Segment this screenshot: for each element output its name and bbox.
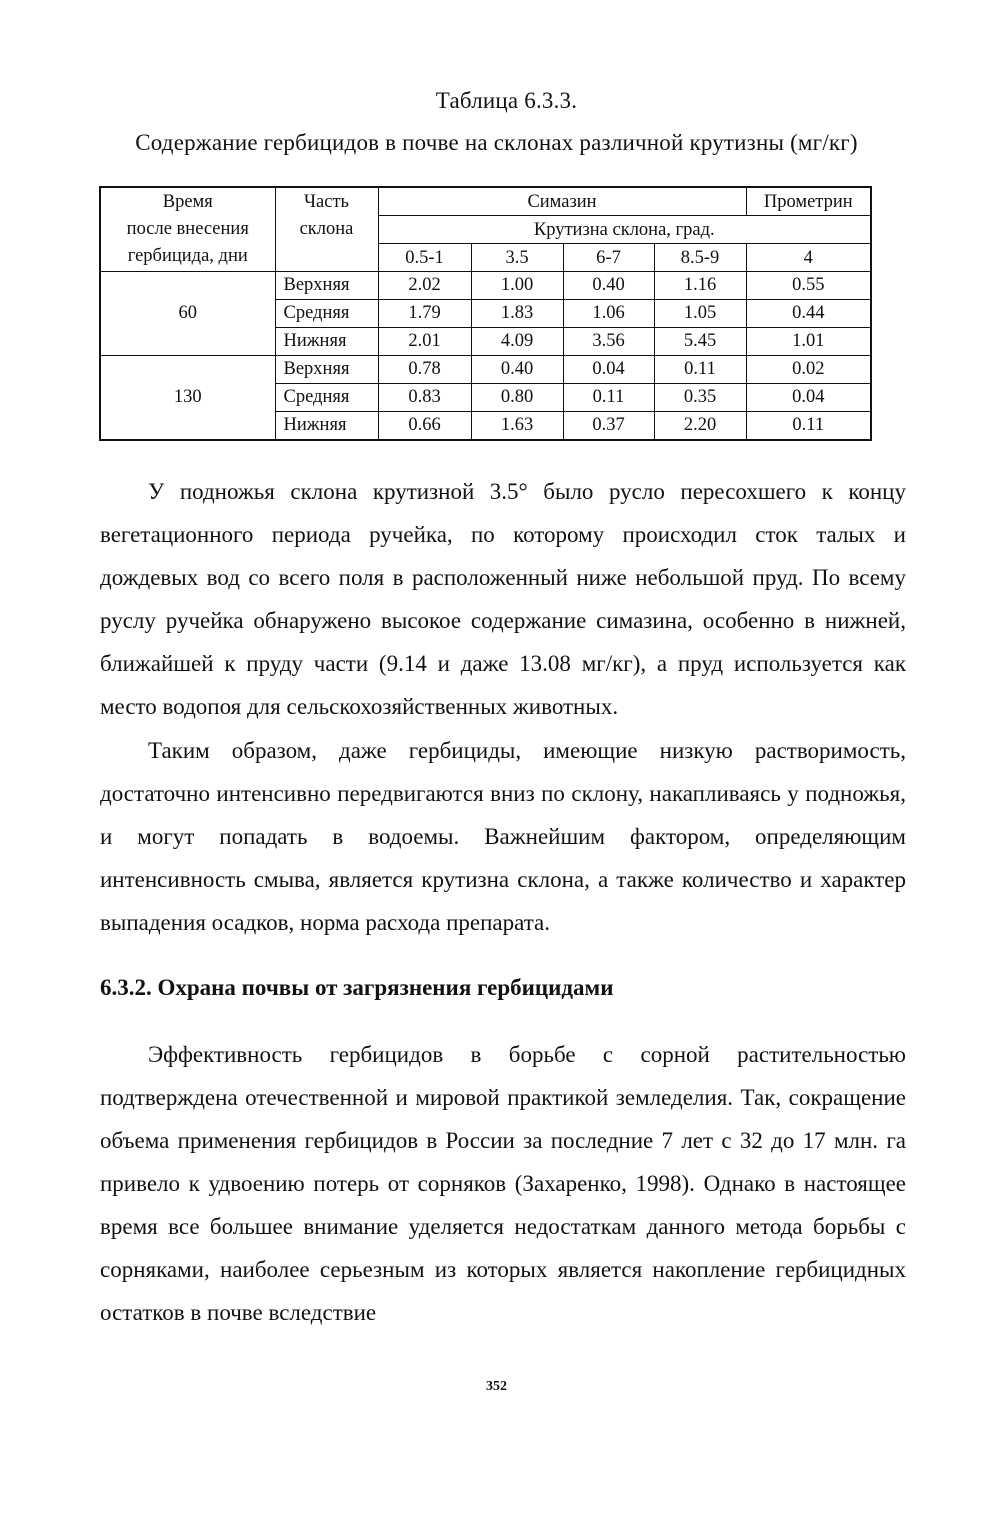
part-cell: Средняя xyxy=(275,300,378,328)
header-slope-value: 4 xyxy=(746,244,871,272)
header-part-line1: Часть xyxy=(304,192,349,212)
paragraph-slope-stream: У подножья склона крутизной 3.5° было русло пересохшего к концу вегетационного периода ручейка, по которому происходил сток талых и дождевых вод со всего поля в расположенный ниже небольшой пруд. По всему руслу ручейка обнаружено высокое содержание симазина, особенно в нижней, ближайшей к пруду части (9.14 и даже 13.08 мг/кг), а пруд используется как место водопоя для сельскохозяйственных животных. xyxy=(100,479,906,719)
value-cell: 1.05 xyxy=(654,300,746,328)
herbicide-table xyxy=(99,186,872,441)
value-cell: 0.83 xyxy=(378,384,471,412)
header-time-line1: Время xyxy=(162,192,213,212)
value-cell: 5.45 xyxy=(654,328,746,356)
table-row xyxy=(100,272,871,300)
value-cell: 1.16 xyxy=(654,272,746,300)
value-cell: 1.63 xyxy=(471,412,563,441)
header-part xyxy=(275,187,378,272)
part-cell: Верхняя xyxy=(275,272,378,300)
table-header-row xyxy=(100,187,871,216)
value-cell: 2.02 xyxy=(378,272,471,300)
header-time-line3: гербицида, дни xyxy=(127,246,248,266)
value-cell: 3.56 xyxy=(563,328,654,356)
header-prometrin: Прометрин xyxy=(746,187,871,216)
value-cell: 0.40 xyxy=(471,356,563,384)
value-cell: 0.78 xyxy=(378,356,471,384)
part-cell: Верхняя xyxy=(275,356,378,384)
value-cell: 0.55 xyxy=(746,272,871,300)
table-label: Таблица 6.3.3. xyxy=(435,88,578,113)
section-heading: 6.3.2. Охрана почвы от загрязнения гербицидами xyxy=(100,975,614,1000)
value-cell: 1.79 xyxy=(378,300,471,328)
value-cell: 0.04 xyxy=(563,356,654,384)
value-cell: 0.02 xyxy=(746,356,871,384)
value-cell: 0.37 xyxy=(563,412,654,441)
paragraph-conclusion: Таким образом, даже гербициды, имеющие низкую растворимость, достаточно интенсивно передвигаются вниз по склону, накапливаясь у подножья, и могут попадать в водоемы. Важнейшим фактором, определяющим интенсивность смыва, является крутизна склона, а также количество и характер выпадения осадков, норма расхода препарата. xyxy=(100,738,906,935)
part-cell: Нижняя xyxy=(275,412,378,441)
value-cell: 1.01 xyxy=(746,328,871,356)
value-cell: 2.01 xyxy=(378,328,471,356)
value-cell: 0.11 xyxy=(746,412,871,441)
value-cell: 0.40 xyxy=(563,272,654,300)
page-number: 352 xyxy=(486,1379,507,1394)
header-slope-value: 3.5 xyxy=(471,244,563,272)
header-time-line2: после внесения xyxy=(126,219,249,239)
value-cell: 1.00 xyxy=(471,272,563,300)
header-slope-value: 6-7 xyxy=(563,244,654,272)
part-cell: Средняя xyxy=(275,384,378,412)
header-part-line2: склона xyxy=(299,219,354,239)
value-cell: 4.09 xyxy=(471,328,563,356)
value-cell: 0.04 xyxy=(746,384,871,412)
value-cell: 0.44 xyxy=(746,300,871,328)
value-cell: 1.83 xyxy=(471,300,563,328)
days-cell: 130 xyxy=(100,356,275,441)
value-cell: 0.66 xyxy=(378,412,471,441)
table-row xyxy=(100,356,871,384)
header-slope-value: 0.5-1 xyxy=(378,244,471,272)
table-title: Содержание гербицидов в почве на склонах различной крутизны (мг/кг) xyxy=(135,130,858,155)
header-slope-value: 8.5-9 xyxy=(654,244,746,272)
value-cell: 0.35 xyxy=(654,384,746,412)
header-simazin: Симазин xyxy=(378,187,746,216)
value-cell: 0.11 xyxy=(563,384,654,412)
value-cell: 2.20 xyxy=(654,412,746,441)
days-cell: 60 xyxy=(100,272,275,356)
paragraph-efficiency: Эффективность гербицидов в борьбе с сорной растительностью подтверждена отечественной и мировой практикой земледелия. Так, сокращение объема применения гербицидов в России за последние 7 лет с 32 до 17 млн. га привело к удвоению потерь от сорняков (Захаренко, 1998). Однако в настоящее время все большее внимание уделяется недостаткам данного метода борьбы с сорняками, наиболее серьезным из которых является накопление гербицидных остатков в почве вследствие xyxy=(100,1042,906,1325)
value-cell: 0.11 xyxy=(654,356,746,384)
part-cell: Нижняя xyxy=(275,328,378,356)
header-time xyxy=(100,187,275,272)
value-cell: 0.80 xyxy=(471,384,563,412)
value-cell: 1.06 xyxy=(563,300,654,328)
header-slope: Крутизна склона, град. xyxy=(378,216,871,244)
